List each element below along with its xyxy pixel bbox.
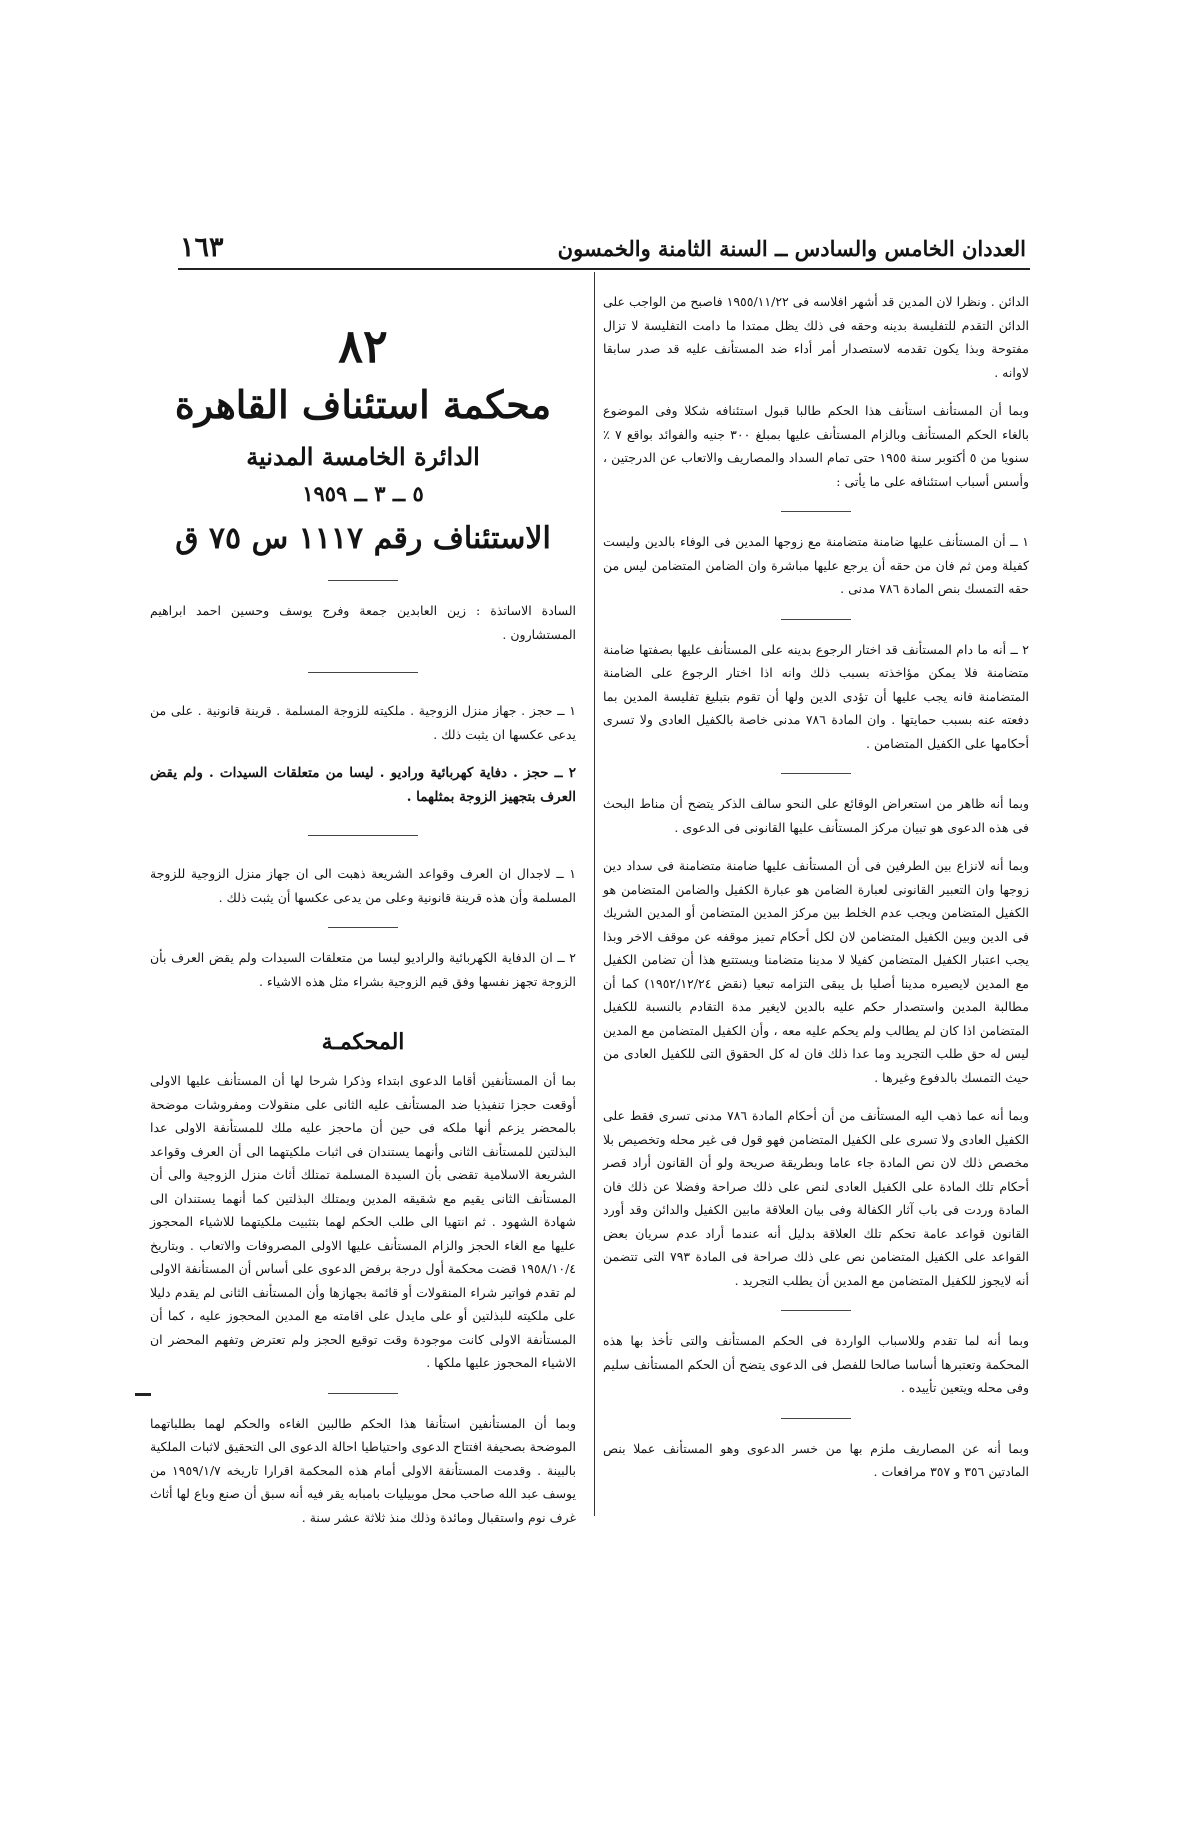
separator <box>308 835 418 836</box>
separator <box>781 619 851 620</box>
column-divider <box>594 272 595 1516</box>
right-paragraph-3: ١ ــ أن المستأنف عليها ضامنة متضامنة مع زوجها المدين فى الوفاء بالدين وليست كفيلة ومن ثم فان من حقه أن يرجع عليها مباشرة وان الضامن المتضامن ليس من حقه التمسك بنص المادة ٧٨٦ مدنى . <box>603 534 1029 596</box>
right-paragraph-8: وبما أنه لما تقدم وللاسباب الواردة فى الحكم المستأنف والتى تأخذ بها هذه المحكمة وتعتبرها أساسا صالحا للفصل فى الدعوى يتضح أن الحكم المستأنف سليم وفى محله ويتعين تأييده . <box>603 1333 1029 1395</box>
separator <box>328 1393 398 1394</box>
separator <box>781 1310 851 1311</box>
headnote-2: ٢ ــ حجز . دفاية كهربائية وراديو . ليسا من متعلقات السيدات . ولم يقض العرف بتجهيز الزوجة بمثلهما . <box>150 765 576 805</box>
right-paragraph-5: وبما أنه ظاهر من استعراض الوقائع على النحو سالف الذكر يتضح أن مناط البحث فى هذه الدعوى هو تبيان مركز المستأنف عليها القانونى فى الدعوى . <box>603 796 1029 835</box>
principle-2: ٢ ــ ان الدفاية الكهربائية والراديو ليسا من متعلقات السيدات ولم يقض العرف بأن الزوجة تجهز نفسها وفق قيم الزوجية بشراء مثل هذه الاشياء . <box>150 950 576 989</box>
judges-list: السادة الاساتذة : زين العابدين جمعة وفرج يوسف وحسين احمد ابراهيم المستشارون . <box>150 603 576 642</box>
right-paragraph-6: وبما أنه لانزاع بين الطرفين فى أن المستأنف عليها ضامنة متضامنة فى سداد دين زوجها وان التعبير القانونى لعبارة الضامن هو عبارة الكفيل والضامن المتضامن هو الكفيل المتضامن ويجب عدم الخلط بين مركز المدين المتضامن أو المدين الشريك فى الدين وبين الكفيل المتضامن لان لكل أحكام تميز موقفه عن موقف الاخر وبذا يجب اعتبار الكفيل المتضامن كفيلا لا مدينا متضامنا ويستتبع هذا أن تضامن الكفيل مع المدين لايصيره مدينا أصليا بل يبقى التزامه تبعيا (نقض ١٩٥٢/١٢/٢٤) كما أن مطالبة المدين واستصدار حكم عليه بالدين لايغير مدة التقادم بالنسبة للكفيل المتضامن اذا كان لم يطالب ولم يحكم عليه معه ، وأن الكفيل المتضامن مع المدين ليس له حق طلب التجريد وما عدا ذلك فان له كل الحقوق التى للكفيل العادى من حيث التمسك بالدفوع وغيرها . <box>603 858 1029 1085</box>
right-paragraph-1: الدائن . ونظرا لان المدين قد أشهر افلاسه فى ١٩٥٥/١١/٢٢ فاصبح من الواجب على الدائن التقدم للتفليسة بدينه وحقه فى ذلك يظل ممتدا ما دامت التفليسة لا تزال مفتوحة وبذا يكون تقدمه لاستصدار أمر أداء ضد المستأنف عليه قد صدر سابقا لاوانه . <box>603 294 1029 380</box>
separator <box>328 927 398 928</box>
separator <box>308 672 418 673</box>
court-section-title: المحكمـة <box>321 1029 405 1055</box>
case-date: ٥ ــ ٣ ــ ١٩٥٩ <box>302 481 424 506</box>
left-paragraph-1: بما أن المستأنفين أقاما الدعوى ابتداء وذكرا شرحا لها أن المستأنف عليها الاولى أوقعت حجزا تنفيذيا ضد المستأنف عليه الثانى على منقولات ومفروشات موضحة بالمحضر يزعم أنها ملكه فى حين أن ماحجز عليه ملك للمستأنفة الاولى عدا البذلتين للمستأنف الثانى وأنهما يستندان فى اثبات ملكيتهما الى أن العرف وقواعد الشريعة الاسلامية تقضى بأن السيدة المسلمة تمتلك أثاث منزل الزوجية والى أن المستأنف الثانى يقيم مع شقيقه المدين ويمتلك البذلتين كما أنهما يستندان الى شهادة الشهود . ثم انتهيا الى طلب الحكم لهما بتثبيت ملكيتهما للاشياء المحجوز عليها مع الغاء الحجز والزام المستأنف عليها الاولى المصروفات والاتعاب . وبتاريخ ١٩٥٨/١٠/٤ قضت محكمة أول درجة برفض الدعوى على أساس أن المستأنفة الاولى لم تقدم فواتير شراء المنقولات أو قائمة بجهازها وأن المستأنف الثانى لم يقدم دليلا على ملكيته للبذلتين أو على مايدل على اقامته مع المدين المحجوز عليه ، كما أن المستأنفة الاولى كانت موجودة وقت توقيع الحجز ولم تعترض وتفهم المحضر ان الاشياء المحجوز عليها ملكها . <box>150 1073 576 1370</box>
right-column <box>603 290 1029 1511</box>
header-rule <box>178 268 1030 270</box>
header-title: العددان الخامس والسادس ــ السنة الثامنة والخمسون <box>557 236 1026 261</box>
page-number: ١٦٣ <box>180 232 224 263</box>
right-paragraph-4: ٢ ــ أنه ما دام المستأنف قد اختار الرجوع بدينه على المستأنف عليها بصفتها ضامنة متضامنة فلا يمكن مؤاخذته بسبب ذلك وانه اذا اختار الرجوع على الضامنة المتضامنة فانه يجب عليها أن تؤدى الدين ولها أن تقوم بتبليغ تفليسة المدين بما دفعته عنه بسبب حمايتها . وان المادة ٧٨٦ مدنى خاصة بالكفيل العادى ولا تسرى أحكامها على الكفيل المتضامن . <box>603 641 1029 751</box>
margin-mark <box>135 1393 151 1396</box>
separator <box>781 511 851 512</box>
separator <box>781 773 851 774</box>
separator <box>781 1418 851 1419</box>
left-column <box>150 290 577 1525</box>
principle-1: ١ ــ لاجدال ان العرف وقواعد الشريعة ذهبت الى ان جهاز منزل الزوجية للزوجة المسلمة وأن هذه قرينة قانونية وعلى من يدعى عكسها أن يثبت ذلك . <box>150 866 576 905</box>
left-paragraph-2: وبما أن المستأنفين استأنفا هذا الحكم طالبين الغاءه والحكم لهما بطلباتهما الموضحة بصحيفة افتتاح الدعوى واحتياطيا احالة الدعوى الى التحقيق لاثبات الملكية بالبينة . وقدمت المستأنفة الاولى أمام هذه المحكمة اقرارا تاريخه ١٩٥٩/١/٧ من يوسف عبد الله صاحب محل موبيليات بامبابه يقر فيه أنه سبق أن صنع وباع لها أثاث غرف نوم واستقبال ومائدة وذلك منذ ثلاثة عشر سنة . <box>150 1415 577 1525</box>
right-paragraph-9: وبما أنه عن المصاريف ملزم بها من خسر الدعوى وهو المستأنف عملا بنص المادتين ٣٥٦ و ٣٥٧ مرافعات . <box>603 1440 1029 1479</box>
running-header <box>178 232 1030 272</box>
appeal-number: الاستئناف رقم ١١١٧ س ٧٥ ق <box>175 521 551 556</box>
court-name: محكمة استئناف القاهرة <box>174 382 552 427</box>
case-number: ٨٢ <box>338 319 388 373</box>
right-paragraph-2: وبما أن المستأنف استأنف هذا الحكم طالبا قبول استئنافه شكلا وفى الموضوع بالغاء الحكم المستأنف وبالزام المستأنف عليها بمبلغ ٣٠٠ جنيه والفوائد بواقع ٧ ٪ سنويا من ٥ أكتوبر سنة ١٩٥٥ حتى تمام السداد والمصاريف والاتعاب عن الدرجتين ، وأسس أسباب استئنافه على ما يأتى : <box>603 403 1029 489</box>
right-paragraph-7: وبما أنه عما ذهب اليه المستأنف من أن أحكام المادة ٧٨٦ مدنى تسرى فقط على الكفيل العادى ولا تسرى على الكفيل المتضامن فهو قول فى غير محله وتخصيص بلا مخصص ذلك لان نص المادة جاء عاما وبطريقة صريحة ولو أن القانون أراد قصر أحكام تلك المادة على الكفيل العادى لنص على ذلك صراحة وفضلا عن ذلك فان المادة وردت فى باب آثار الكفالة وفى بيان العلاقة مابين الكفيل والدائن وقد أورد القانون قواعد عامة تحكم تلك العلاقة بدليل أنه عندما أراد عدم سريان بعض القواعد على الكفيل المتضامن نص على ذلك صراحة فى المادة ٧٩٣ التى تتضمن أنه لايجوز للكفيل المتضامن مع المدين أن يطلب التجريد . <box>603 1108 1029 1288</box>
headnote-1: ١ ــ حجز . جهاز منزل الزوجية . ملكيته للزوجة المسلمة . قرينة قانونية . على من يدعى عكسها ان يثبت ذلك . <box>150 703 576 742</box>
separator <box>328 580 398 581</box>
circuit-name: الدائرة الخامسة المدنية <box>246 442 480 471</box>
